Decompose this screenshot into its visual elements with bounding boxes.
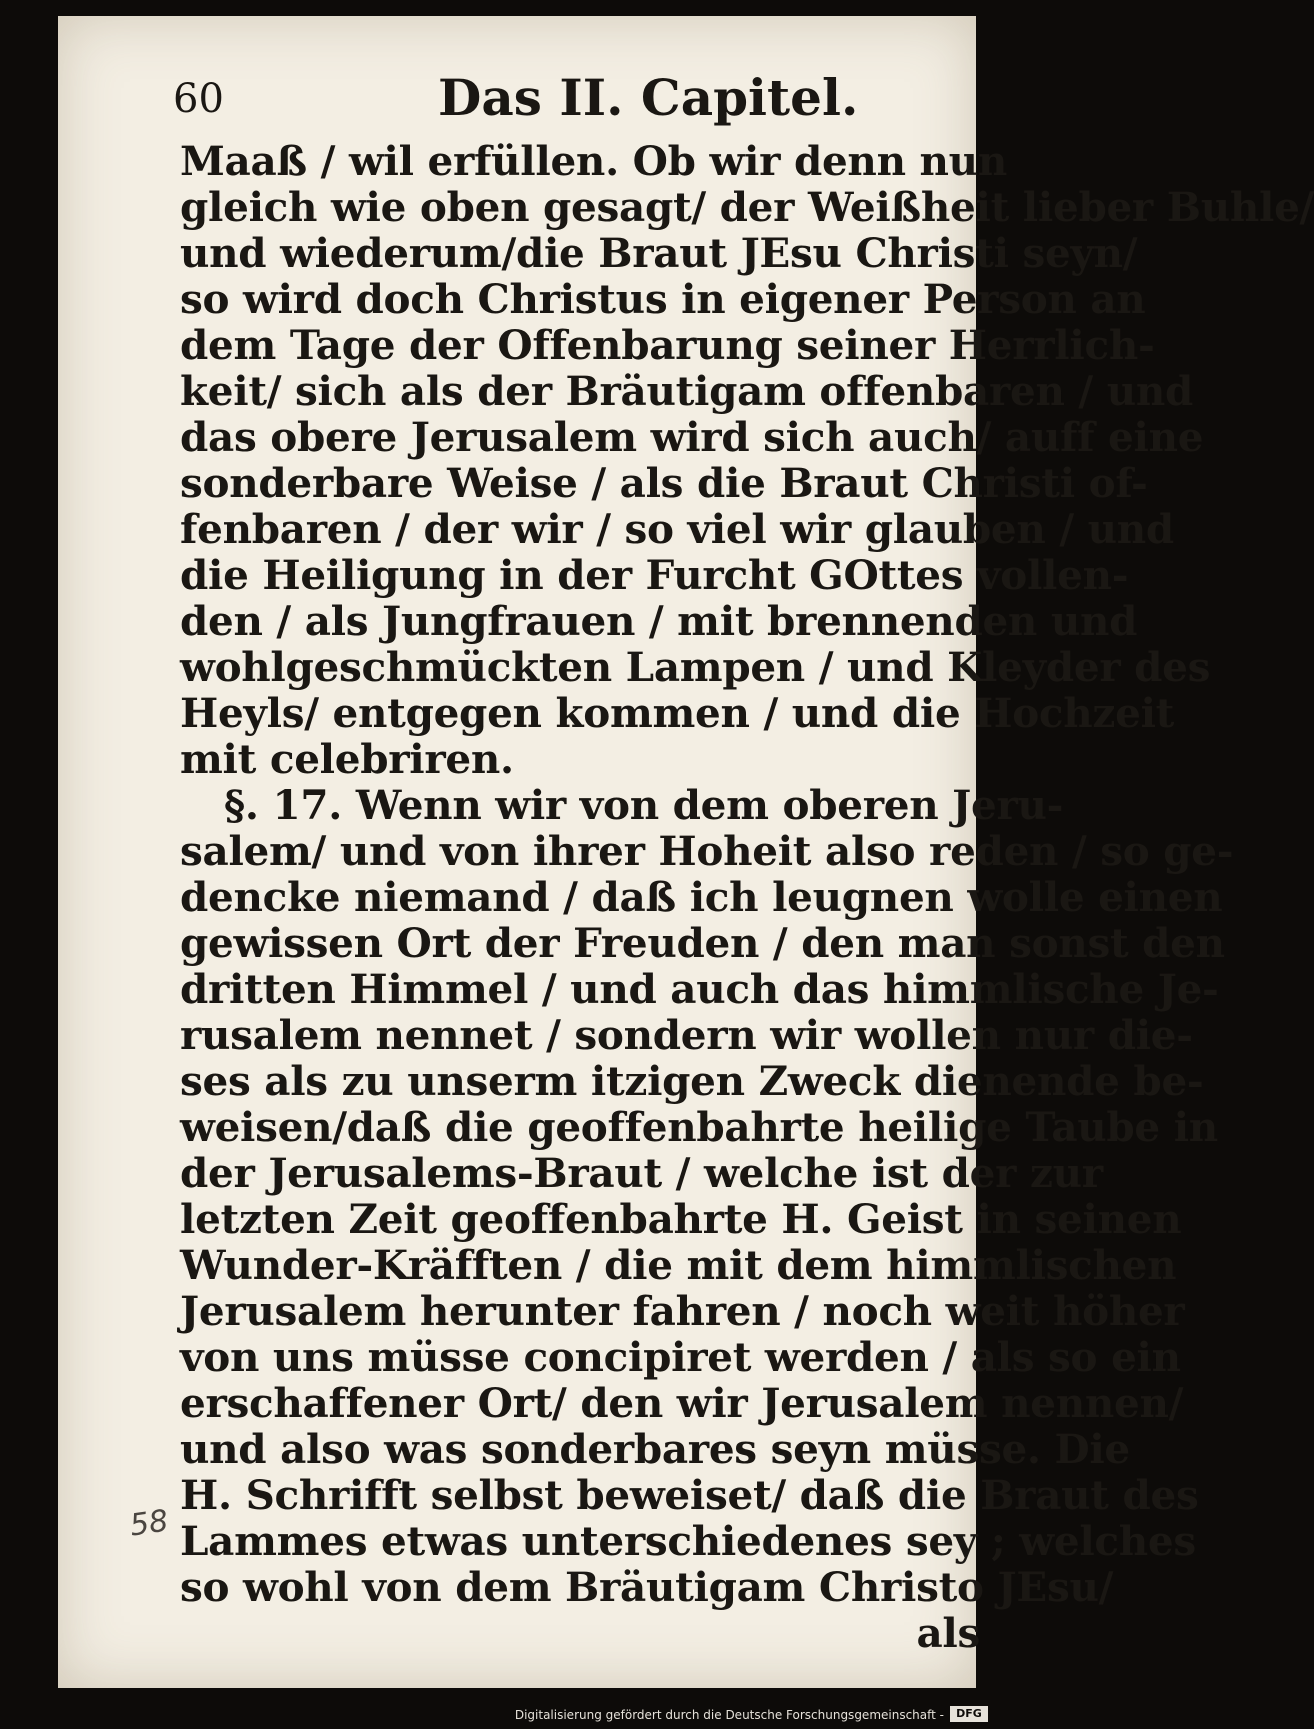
text-line: Heyls/ entgegen kommen / und die Hochzeit	[180, 689, 1175, 737]
book-page	[58, 16, 1314, 1688]
text-line: H. Schrifft selbst beweiset/ daß die Braut des	[180, 1471, 1199, 1519]
text-line: wohlgeschmückten Lampen / und Kleyder des	[180, 643, 1211, 691]
text-line: weisen/daß die geoffenbahrte heilige Taube in	[180, 1103, 1218, 1151]
text-line: das obere Jerusalem wird sich auch/ auff eine	[180, 413, 1204, 461]
text-line: gleich wie oben gesagt/ der Weißheit lieber Buhle/	[180, 183, 1314, 231]
paragraph-start-line: §. 17. Wenn wir von dem oberen Jeru-	[224, 781, 1064, 829]
running-head: Das II. Capitel.	[438, 68, 859, 127]
text-line: von uns müsse concipiret werden / als so ein	[180, 1333, 1181, 1381]
text-line: so wohl von dem Bräutigam Christo JEsu/	[180, 1563, 1114, 1611]
text-line: keit/ sich als der Bräutigam offenbaren / und	[180, 367, 1194, 415]
text-line: dem Tage der Offenbarung seiner Herrlich-	[180, 321, 1155, 369]
text-line: so wird doch Christus in eigener Person an	[180, 275, 1146, 323]
text-line: Lammes etwas unterschiedenes sey ; welches	[180, 1517, 1196, 1565]
text-line: salem/ und von ihrer Hoheit also reden / so ge-	[180, 827, 1234, 875]
text-line: ses als zu unserm itzigen Zweck dienende be-	[180, 1057, 1204, 1105]
digitization-credit: Digitalisierung gefördert durch die Deutsche Forschungsgemeinschaft -	[514, 1708, 944, 1722]
text-line: letzten Zeit geoffenbahrte H. Geist in seinen	[180, 1195, 1182, 1243]
text-line: die Heiligung in der Furcht GOttes vollen-	[180, 551, 1129, 599]
text-line: rusalem nennet / sondern wir wollen nur die-	[180, 1011, 1193, 1059]
text-line: der Jerusalems-Braut / welche ist der zur	[180, 1149, 1103, 1197]
text-line: fenbaren / der wir / so viel wir glauben / und	[180, 505, 1174, 553]
text-line: Maaß / wil erfüllen. Ob wir denn nun	[180, 137, 1007, 185]
text-line: und wiederum/die Braut JEsu Christi seyn/	[180, 229, 1138, 277]
text-line: mit celebriren.	[180, 735, 514, 783]
text-line: sonderbare Weise / als die Braut Christi of-	[180, 459, 1148, 507]
body-text	[180, 137, 1314, 1657]
text-line: erschaffener Ort/ den wir Jerusalem nennen/	[180, 1379, 1184, 1427]
text-line: Jerusalem herunter fahren / noch weit höher	[180, 1287, 1185, 1335]
catchword: als	[916, 1609, 980, 1657]
page-number: 60	[173, 76, 224, 122]
text-line: dencke niemand / daß ich leugnen wolle einen	[180, 873, 1223, 921]
handwritten-margin-note: 58	[127, 1503, 171, 1544]
text-line: den / als Jungfrauen / mit brennenden und	[180, 597, 1138, 645]
text-line: dritten Himmel / und auch das himmlische Je-	[180, 965, 1219, 1013]
dfg-logo-icon: DFG	[950, 1706, 988, 1722]
text-line: gewissen Ort der Freuden / den man sonst den	[180, 919, 1225, 967]
text-line: Wunder-Kräfften / die mit dem himmlischen	[180, 1241, 1177, 1289]
text-line: und also was sonderbares seyn müsse. Die	[180, 1425, 1130, 1473]
